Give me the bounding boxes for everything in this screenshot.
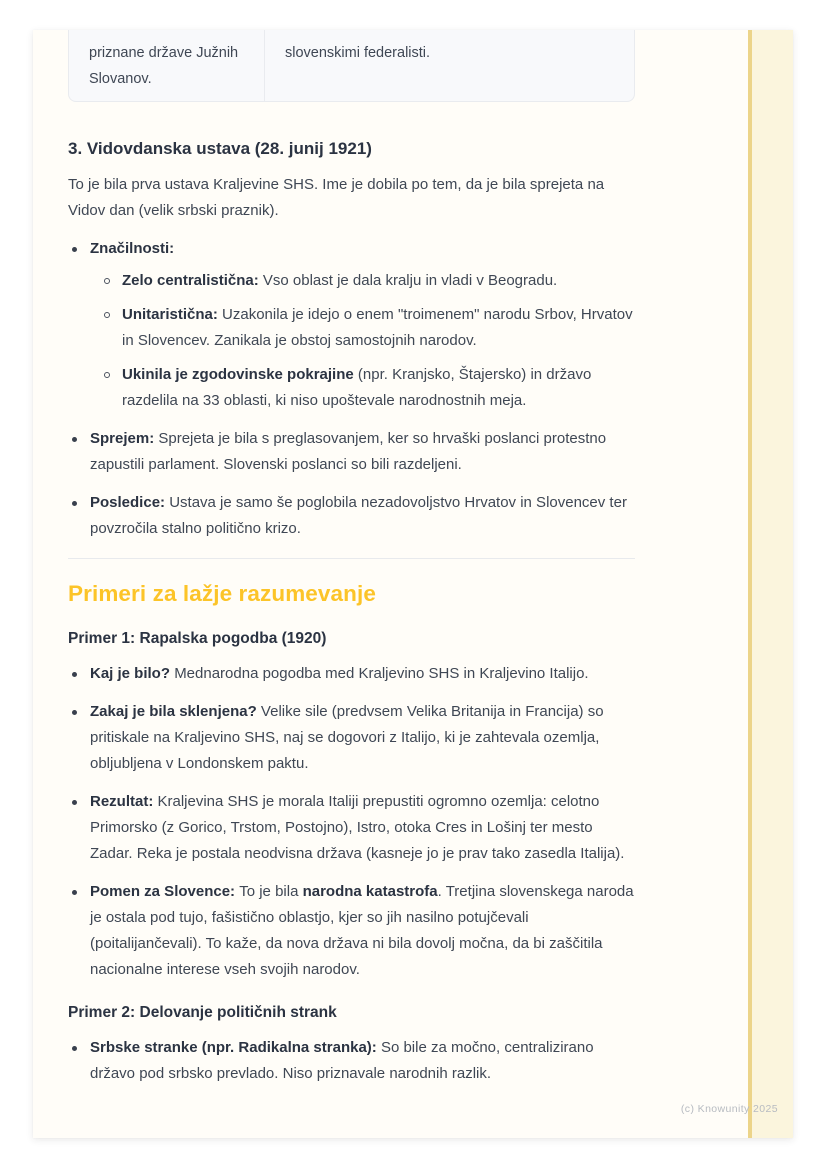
table-fragment: [68, 30, 635, 102]
circle-bullet-icon: [104, 372, 110, 378]
list-item-text: Ukinila je zgodovinske pokrajine (npr. Kranjsko, Štajersko) in državo razdelila na 33 oblasti, ki niso upoštevale narodnostnih meja.: [122, 366, 592, 409]
table-cell-right: [265, 30, 634, 101]
list-item-text: Sprejem: Sprejeta je bila s preglasovanjem, ker so hrvaški poslanci protestno zapustili parlament. Slovenski poslanci so bili razdeljeni.: [90, 430, 607, 473]
primer1-list: [68, 661, 635, 983]
list-item-text: Kaj je bilo? Mednarodna pogodba med Kraljevino SHS in Kraljevino Italijo.: [90, 665, 589, 682]
list-item-srbske-stranke: [68, 1035, 635, 1087]
list-item-text: Pomen za Slovence: To je bila narodna katastrofa. Tretjina slovenskega naroda je ostala pod tujo, fašistično oblastjo, kjer so jih nasilno potujčevali (poitalijančevali). To kaže, da nova država ni bila dovolj močna, da bi zaščitila nacionalne interese vseh svojih narodov.: [90, 883, 634, 978]
list-item-znacilnosti: [68, 236, 635, 414]
circle-bullet-icon: [104, 312, 110, 318]
subheading-primer-1: Primer 1: Rapalska pogodba (1920): [68, 630, 327, 647]
page-content: [68, 30, 635, 1099]
section-heading-primeri: Primeri za lažje razumevanje: [68, 581, 376, 606]
section-divider: [68, 558, 635, 559]
copyright-watermark: (c) Knowunity 2025: [680, 1103, 778, 1115]
bullet-icon: [72, 672, 77, 677]
document-page: [33, 30, 793, 1138]
page-accent-line: [748, 30, 752, 1138]
table-cell-text: priznane države Južnih Slovanov.: [89, 45, 239, 87]
primer2-list: [68, 1035, 635, 1087]
table-cell-text: slovenskimi federalisti.: [285, 45, 431, 61]
list-item-rezultat: [68, 789, 635, 867]
list-item-text: Zelo centralistična: Vso oblast je dala kralju in vladi v Beogradu.: [122, 272, 558, 289]
list-item-kaj-je-bilo: [68, 661, 635, 687]
bullet-icon: [72, 247, 77, 252]
list-item-text: Posledice: Ustava je samo še poglobila nezadovoljstvo Hrvatov in Slovencev ter povzročila stalno politično krizo.: [90, 494, 627, 537]
list-item-pomen-za-slovence: [68, 879, 635, 983]
table-cell-left: [69, 30, 265, 101]
list-item-sprejem: [68, 426, 635, 478]
bullet-icon: [72, 1046, 77, 1051]
bullet-icon: [72, 501, 77, 506]
list-item-zakaj-sklenjena: [68, 699, 635, 777]
vidovdanska-list: [68, 236, 635, 542]
intro-paragraph: To je bila prva ustava Kraljevine SHS. Ime je dobila po tem, da je bila sprejeta na Vidov dan (velik srbski praznik).: [68, 176, 605, 219]
znacilnosti-sublist: [90, 268, 635, 414]
bullet-icon: [72, 437, 77, 442]
page-accent-band: [752, 30, 793, 1138]
list-item-text: Rezultat: Kraljevina SHS je morala Italiji prepustiti ogromno ozemlja: celotno Primorsko (z Gorico, Trstom, Postojno), Istro, otoka Cres in Lošinj ter mesto Zadar. Reka je postala neodvisna država (kasneje jo je prav tako zasedla Italija).: [90, 793, 625, 862]
list-item-text: Srbske stranke (npr. Radikalna stranka): So bile za močno, centralizirano državo pod srbsko prevlado. Niso priznavale narodnih razlik.: [90, 1039, 594, 1082]
sublist-item-unitaristicna: [90, 302, 635, 354]
bullet-icon: [72, 890, 77, 895]
bullet-icon: [72, 710, 77, 715]
list-item-text: Unitaristična: Uzakonila je idejo o enem "troimenem" narodu Srbov, Hrvatov in Slovencev. Zanikala je obstoj samostojnih narodov.: [122, 306, 633, 349]
sublist-item-centralisticna: [90, 268, 635, 294]
list-item-text: Značilnosti:: [90, 240, 175, 257]
bullet-icon: [72, 800, 77, 805]
list-item-posledice: [68, 490, 635, 542]
sublist-item-ukinila-pokrajine: [90, 362, 635, 414]
list-item-text: Zakaj je bila sklenjena? Velike sile (predvsem Velika Britanija in Francija) so pritiskale na Kraljevino SHS, naj se dogovori z Italijo, ki je zahtevala ozemlja, obljubljena v Londonskem paktu.: [90, 703, 604, 772]
subheading-primer-2: Primer 2: Delovanje političnih strank: [68, 1004, 337, 1021]
section-heading-vidovdanska-ustava: 3. Vidovdanska ustava (28. junij 1921): [68, 139, 372, 158]
circle-bullet-icon: [104, 278, 110, 284]
